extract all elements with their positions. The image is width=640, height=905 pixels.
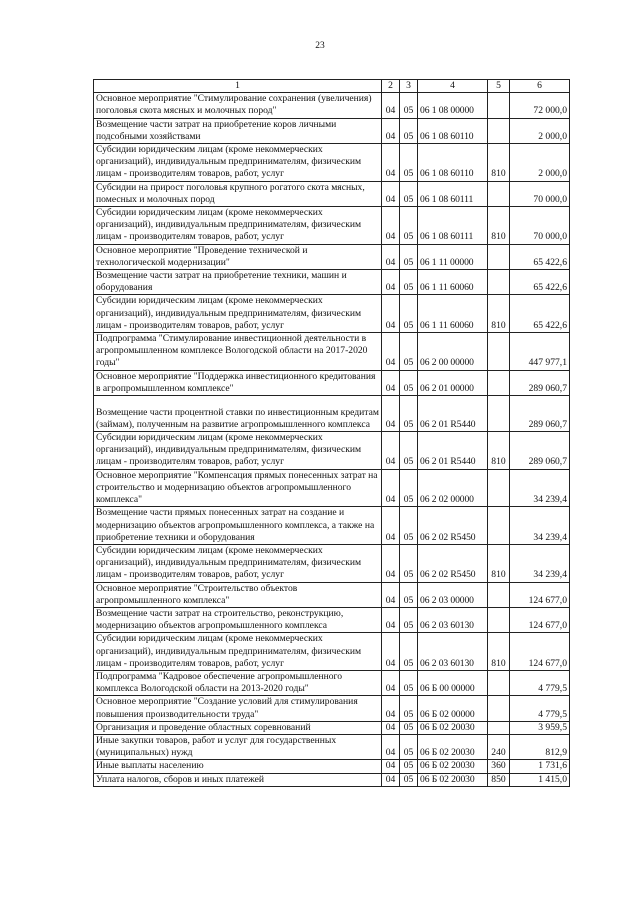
amount-cell: 34 239,4: [510, 507, 570, 545]
expense-type-cell: [488, 670, 510, 695]
table-row: [94, 607, 570, 632]
section-cell: 04: [382, 244, 400, 269]
expense-type-cell: [488, 607, 510, 632]
subsection-cell: 05: [400, 696, 418, 721]
subsection-cell: 05: [400, 370, 418, 395]
amount-cell: 34 239,4: [510, 544, 570, 582]
amount-cell: 65 422,6: [510, 295, 570, 333]
amount-cell: 70 000,0: [510, 207, 570, 245]
table-header-row: [94, 80, 570, 93]
target-article-cell: 06 Б 02 20030: [418, 721, 488, 734]
amount-cell: 289 060,7: [510, 370, 570, 395]
description-cell: Возмещение части прямых понесенных затрат на создание и модернизацию объектов агропромышленного комплекса, а также на приобретение техники и оборудования: [94, 507, 382, 545]
amount-cell: 65 422,6: [510, 244, 570, 269]
expense-type-cell: 240: [488, 734, 510, 759]
amount-cell: 1 415,0: [510, 773, 570, 786]
section-cell: 04: [382, 295, 400, 333]
amount-cell: 2 000,0: [510, 144, 570, 182]
target-article-cell: 06 2 01 R5440: [418, 396, 488, 432]
amount-cell: 3 959,5: [510, 721, 570, 734]
table-row: [94, 181, 570, 206]
subsection-cell: 05: [400, 544, 418, 582]
target-article-cell: 06 Б 02 20030: [418, 773, 488, 786]
target-article-cell: 06 1 11 00000: [418, 244, 488, 269]
target-article-cell: 06 1 08 60110: [418, 118, 488, 143]
target-article-cell: 06 Б 02 00000: [418, 696, 488, 721]
description-cell: Подпрограмма "Стимулирование инвестиционной деятельности в агропромышленном комплексе Вологодской области на 2017-2020 годы": [94, 333, 382, 371]
subsection-cell: 05: [400, 773, 418, 786]
target-article-cell: 06 1 08 60111: [418, 207, 488, 245]
section-cell: 04: [382, 544, 400, 582]
description-cell: Субсидии юридическим лицам (кроме некоммерческих организаций), индивидуальным предпринимателям, физическим лицам - производителям товаров, работ, услуг: [94, 144, 382, 182]
description-cell: Субсидии на прирост поголовья крупного рогатого скота мясных, помесных и молочных пород: [94, 181, 382, 206]
subsection-cell: 05: [400, 734, 418, 759]
column-header: 6: [510, 80, 570, 93]
expense-type-cell: [488, 93, 510, 118]
expense-type-cell: [488, 507, 510, 545]
description-cell: Возмещение части процентной ставки по инвестиционным кредитам (займам), полученным на развитие агропромышленного комплекса: [94, 396, 382, 432]
table-row: [94, 773, 570, 786]
column-header: 1: [94, 80, 382, 93]
expense-type-cell: [488, 181, 510, 206]
subsection-cell: 05: [400, 118, 418, 143]
table-row: [94, 469, 570, 507]
table-row: [94, 633, 570, 671]
table-row: [94, 333, 570, 371]
description-cell: Основное мероприятие "Компенсация прямых понесенных затрат на строительство и модернизацию объектов агропромышленного комплекса": [94, 469, 382, 507]
table-row: [94, 670, 570, 695]
budget-table: [93, 79, 570, 787]
target-article-cell: 06 1 11 60060: [418, 295, 488, 333]
subsection-cell: 05: [400, 507, 418, 545]
subsection-cell: 05: [400, 181, 418, 206]
table-row: [94, 507, 570, 545]
table-row: [94, 760, 570, 773]
amount-cell: 2 000,0: [510, 118, 570, 143]
target-article-cell: 06 2 02 00000: [418, 469, 488, 507]
subsection-cell: 05: [400, 270, 418, 295]
column-header: 2: [382, 80, 400, 93]
target-article-cell: 06 2 00 00000: [418, 333, 488, 371]
table-row: [94, 144, 570, 182]
target-article-cell: 06 Б 02 20030: [418, 760, 488, 773]
section-cell: 04: [382, 396, 400, 432]
subsection-cell: 05: [400, 333, 418, 371]
amount-cell: 289 060,7: [510, 432, 570, 470]
expense-type-cell: [488, 370, 510, 395]
amount-cell: 124 677,0: [510, 582, 570, 607]
column-header: 4: [418, 80, 488, 93]
amount-cell: 1 731,6: [510, 760, 570, 773]
amount-cell: 4 779,5: [510, 670, 570, 695]
target-article-cell: 06 2 03 00000: [418, 582, 488, 607]
expense-type-cell: 850: [488, 773, 510, 786]
table-row: [94, 696, 570, 721]
description-cell: Субсидии юридическим лицам (кроме некоммерческих организаций), индивидуальным предпринимателям, физическим лицам - производителям товаров, работ, услуг: [94, 432, 382, 470]
target-article-cell: 06 1 08 60111: [418, 181, 488, 206]
section-cell: 04: [382, 670, 400, 695]
subsection-cell: 05: [400, 670, 418, 695]
subsection-cell: 05: [400, 607, 418, 632]
table-row: [94, 582, 570, 607]
expense-type-cell: 810: [488, 144, 510, 182]
amount-cell: 4 779,5: [510, 696, 570, 721]
expense-type-cell: [488, 721, 510, 734]
description-cell: Подпрограмма "Кадровое обеспечение агропромышленного комплекса Вологодской области на 2013-2020 годы": [94, 670, 382, 695]
amount-cell: 447 977,1: [510, 333, 570, 371]
section-cell: 04: [382, 696, 400, 721]
section-cell: 04: [382, 633, 400, 671]
section-cell: 04: [382, 144, 400, 182]
section-cell: 04: [382, 734, 400, 759]
target-article-cell: 06 1 11 60060: [418, 270, 488, 295]
description-cell: Организация и проведение областных соревнований: [94, 721, 382, 734]
amount-cell: 124 677,0: [510, 607, 570, 632]
section-cell: 04: [382, 93, 400, 118]
section-cell: 04: [382, 469, 400, 507]
expense-type-cell: 810: [488, 544, 510, 582]
table-row: [94, 734, 570, 759]
expense-type-cell: [488, 396, 510, 432]
expense-type-cell: [488, 582, 510, 607]
column-header: 5: [488, 80, 510, 93]
subsection-cell: 05: [400, 721, 418, 734]
section-cell: 04: [382, 207, 400, 245]
section-cell: 04: [382, 773, 400, 786]
section-cell: 04: [382, 582, 400, 607]
table-row: [94, 93, 570, 118]
section-cell: 04: [382, 607, 400, 632]
target-article-cell: 06 Б 02 20030: [418, 734, 488, 759]
section-cell: 04: [382, 760, 400, 773]
description-cell: Субсидии юридическим лицам (кроме некоммерческих организаций), индивидуальным предпринимателям, физическим лицам - производителям товаров, работ, услуг: [94, 207, 382, 245]
description-cell: Субсидии юридическим лицам (кроме некоммерческих организаций), индивидуальным предпринимателям, физическим лицам - производителям товаров, работ, услуг: [94, 295, 382, 333]
subsection-cell: 05: [400, 432, 418, 470]
subsection-cell: 05: [400, 469, 418, 507]
expense-type-cell: [488, 270, 510, 295]
table-row: [94, 118, 570, 143]
target-article-cell: 06 Б 00 00000: [418, 670, 488, 695]
subsection-cell: 05: [400, 144, 418, 182]
table-row: [94, 544, 570, 582]
table-row: [94, 370, 570, 395]
expense-type-cell: 360: [488, 760, 510, 773]
table-row: [94, 721, 570, 734]
expense-type-cell: [488, 469, 510, 507]
subsection-cell: 05: [400, 207, 418, 245]
section-cell: 04: [382, 118, 400, 143]
description-cell: Основное мероприятие "Проведение технической и технологической модернизации": [94, 244, 382, 269]
subsection-cell: 05: [400, 295, 418, 333]
description-cell: Основное мероприятие "Создание условий для стимулирования повышения производительности труда": [94, 696, 382, 721]
section-cell: 04: [382, 507, 400, 545]
amount-cell: 124 677,0: [510, 633, 570, 671]
target-article-cell: 06 2 02 R5450: [418, 507, 488, 545]
table-row: [94, 207, 570, 245]
target-article-cell: 06 2 01 R5440: [418, 432, 488, 470]
expense-type-cell: [488, 696, 510, 721]
target-article-cell: 06 2 03 60130: [418, 633, 488, 671]
target-article-cell: 06 2 03 60130: [418, 607, 488, 632]
subsection-cell: 05: [400, 244, 418, 269]
expense-type-cell: [488, 118, 510, 143]
subsection-cell: 05: [400, 582, 418, 607]
description-cell: Основное мероприятие "Стимулирование сохранения (увеличения) поголовья скота мясных и молочных пород": [94, 93, 382, 118]
expense-type-cell: 810: [488, 295, 510, 333]
target-article-cell: 06 2 02 R5450: [418, 544, 488, 582]
description-cell: Возмещение части затрат на приобретение коров личными подсобными хозяйствами: [94, 118, 382, 143]
subsection-cell: 05: [400, 93, 418, 118]
table-row: [94, 295, 570, 333]
target-article-cell: 06 2 01 00000: [418, 370, 488, 395]
expense-type-cell: [488, 333, 510, 371]
table-row: [94, 270, 570, 295]
description-cell: Иные закупки товаров, работ и услуг для государственных (муниципальных) нужд: [94, 734, 382, 759]
section-cell: 04: [382, 270, 400, 295]
subsection-cell: 05: [400, 633, 418, 671]
description-cell: Основное мероприятие "Строительство объектов агропромышленного комплекса": [94, 582, 382, 607]
table-row: [94, 396, 570, 432]
amount-cell: 72 000,0: [510, 93, 570, 118]
section-cell: 04: [382, 333, 400, 371]
expense-type-cell: 810: [488, 633, 510, 671]
target-article-cell: 06 1 08 60110: [418, 144, 488, 182]
expense-type-cell: 810: [488, 207, 510, 245]
table-row: [94, 244, 570, 269]
section-cell: 04: [382, 370, 400, 395]
amount-cell: 812,9: [510, 734, 570, 759]
page-number: 23: [315, 41, 325, 51]
amount-cell: 289 060,7: [510, 396, 570, 432]
description-cell: Основное мероприятие "Поддержка инвестиционного кредитования в агропромышленном комплексе": [94, 370, 382, 395]
column-header: 3: [400, 80, 418, 93]
amount-cell: 34 239,4: [510, 469, 570, 507]
description-cell: Уплата налогов, сборов и иных платежей: [94, 773, 382, 786]
expense-type-cell: 810: [488, 432, 510, 470]
table-row: [94, 432, 570, 470]
amount-cell: 70 000,0: [510, 181, 570, 206]
section-cell: 04: [382, 721, 400, 734]
description-cell: Субсидии юридическим лицам (кроме некоммерческих организаций), индивидуальным предпринимателям, физическим лицам - производителям товаров, работ, услуг: [94, 633, 382, 671]
target-article-cell: 06 1 08 00000: [418, 93, 488, 118]
description-cell: Иные выплаты населению: [94, 760, 382, 773]
amount-cell: 65 422,6: [510, 270, 570, 295]
subsection-cell: 05: [400, 760, 418, 773]
section-cell: 04: [382, 181, 400, 206]
description-cell: Возмещение части затрат на строительство, реконструкцию, модернизацию объектов агропромышленного комплекса: [94, 607, 382, 632]
description-cell: Субсидии юридическим лицам (кроме некоммерческих организаций), индивидуальным предпринимателям, физическим лицам - производителям товаров, работ, услуг: [94, 544, 382, 582]
subsection-cell: 05: [400, 396, 418, 432]
expense-type-cell: [488, 244, 510, 269]
section-cell: 04: [382, 432, 400, 470]
description-cell: Возмещение части затрат на приобретение техники, машин и оборудования: [94, 270, 382, 295]
